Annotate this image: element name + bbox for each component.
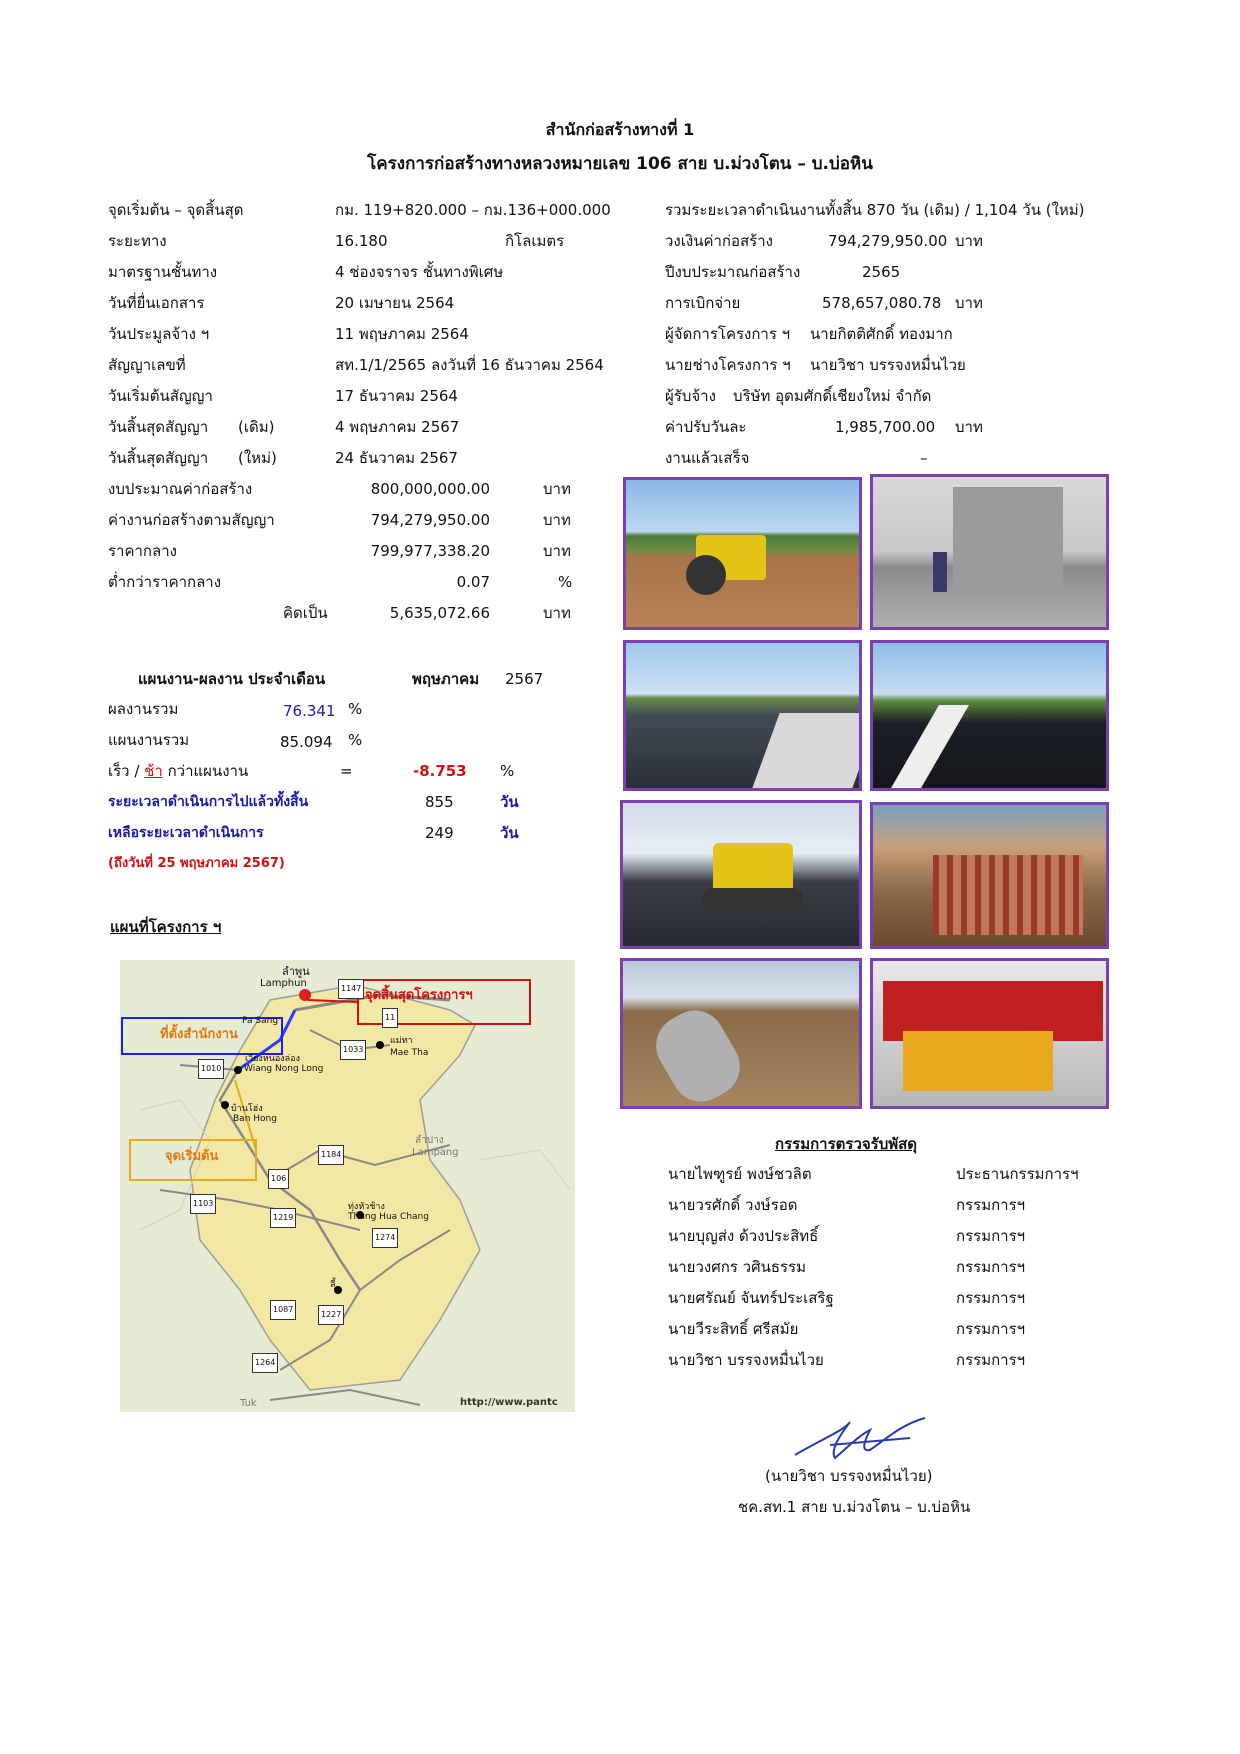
info-label: วันสิ้นสุดสัญญา <box>108 449 209 467</box>
right-info-value: 2565 <box>862 263 901 281</box>
committee-member-name: นายวิชา บรรจงหมื่นไวย <box>668 1351 824 1369</box>
info-unit: กิโลเมตร <box>505 232 565 250</box>
info-label: จุดเริ่มต้น – จุดสิ้นสุด <box>108 201 244 219</box>
map-town-thunghuachang: ทุ่งหัวช้าง <box>348 1202 385 1212</box>
elapsed-label: ระยะเวลาดำเนินการไปแล้วทั้งสิ้น <box>108 794 309 810</box>
progress-month: พฤษภาคม <box>412 670 480 688</box>
info-sub: (ใหม่) <box>238 449 277 467</box>
info-value: กม. 119+820.000 – กม.136+000.000 <box>335 201 611 219</box>
road-shield: 1103 <box>190 1194 216 1214</box>
remain-unit: วัน <box>500 824 519 842</box>
info-label: สัญญาเลขที่ <box>108 356 186 374</box>
photo-survey-equipment <box>870 958 1109 1109</box>
map-town-pasang: Pa Sang <box>242 1016 279 1026</box>
road-shield: 11 <box>382 1008 398 1028</box>
committee-member-role: กรรมการฯ <box>956 1320 1026 1338</box>
photo-asphalt-surface <box>870 640 1109 791</box>
province-shape <box>190 985 480 1390</box>
committee-member-name: นายวงศกร วศินธรรม <box>668 1258 806 1276</box>
committee-member-name: นายไพฑูรย์ พงษ์ชวลิต <box>668 1165 812 1183</box>
info-value: 4 ช่องจราจร ชั้นทางพิเศษ <box>335 263 504 281</box>
plan-value: 85.094 <box>280 733 333 751</box>
map-town-li: ลี้ <box>330 1280 336 1290</box>
money-value: 5,635,072.66 <box>389 604 490 622</box>
actual-unit: % <box>348 700 363 718</box>
money-unit: บาท <box>543 604 571 622</box>
right-info-label: งานแล้วเสร็จ <box>665 449 750 467</box>
money-value: 794,279,950.00 <box>370 511 490 529</box>
map-town-lampang: ลำปาง <box>415 1135 444 1146</box>
committee-member-role: กรรมการฯ <box>956 1258 1026 1276</box>
info-label: วันที่ยื่นเอกสาร <box>108 294 205 312</box>
road-shield: 106 <box>268 1169 289 1189</box>
signature-name: (นายวิชา บรรจงหมื่นไวย) <box>765 1467 933 1485</box>
money-value: 0.07 <box>456 573 490 591</box>
money-value: 800,000,000.00 <box>370 480 490 498</box>
photo-box-culvert <box>870 802 1109 949</box>
road-shield: 1184 <box>318 1145 344 1165</box>
remain-label: เหลือระยะเวลาดำเนินการ <box>108 825 264 841</box>
road-shield: 1033 <box>340 1040 366 1060</box>
map-town-thunghuachang-en: Thung Hua Chang <box>348 1212 429 1222</box>
info-label: วันเริ่มต้นสัญญา <box>108 387 213 405</box>
town-marker <box>376 1041 384 1049</box>
map-town-wiangnonglong-en: Wiang Nong Long <box>244 1064 324 1074</box>
committee-member-role: กรรมการฯ <box>956 1196 1026 1214</box>
road-shield: 1274 <box>372 1228 398 1248</box>
remain-value: 249 <box>425 824 454 842</box>
info-label: วันสิ้นสุดสัญญา <box>108 418 209 436</box>
info-value: 11 พฤษภาคม 2564 <box>335 325 469 343</box>
map-town-banhong: บ้านโฮ่ง <box>231 1104 263 1114</box>
right-info-label: รวมระยะเวลาดำเนินงานทั้งสิ้น 870 วัน (เดิม) / 1,104 วัน (ใหม่) <box>665 201 1085 219</box>
progress-year: 2567 <box>505 670 544 688</box>
photo-truck-dust <box>870 474 1109 630</box>
committee-member-role: กรรมการฯ <box>956 1227 1026 1245</box>
right-info-value: 1,985,700.00 <box>835 418 936 436</box>
map-town-maetha-en: Mae Tha <box>390 1048 429 1058</box>
right-info-label: การเบิกจ่าย <box>665 294 741 312</box>
committee-member-role: กรรมการฯ <box>956 1289 1026 1307</box>
map-end-label: จุดสิ้นสุดโครงการฯ <box>365 988 473 1003</box>
right-info-label: ผู้จัดการโครงการ ฯ <box>665 325 791 343</box>
info-value: สท.1/1/2565 ลงวันที่ 16 ธันวาคม 2564 <box>335 356 604 374</box>
map-heading: แผนที่โครงการ ฯ <box>110 918 222 936</box>
actual-label: ผลงานรวม <box>108 700 179 718</box>
committee-member-role: ประธานกรรมการฯ <box>956 1165 1079 1183</box>
committee-member-name: นายศรัณย์ จันทร์ประเสริฐ <box>668 1289 834 1307</box>
map-office-label: ที่ตั้งสำนักงาน <box>160 1027 238 1042</box>
plan-label: แผนงานรวม <box>108 731 190 749</box>
right-info-value: นายกิตติศักดิ์ ทองมาก <box>810 325 953 343</box>
actual-value: 76.341 <box>283 702 336 720</box>
diff-equals: = <box>340 762 353 780</box>
money-label: ราคากลาง <box>108 542 177 560</box>
info-value: 20 เมษายน 2564 <box>335 294 455 312</box>
photo-tandem-roller <box>620 800 862 949</box>
info-label: วันประมูลจ้าง ฯ <box>108 325 210 343</box>
money-label: ต่ำกว่าราคากลาง <box>108 573 222 591</box>
right-info-label: นายช่างโครงการ ฯ <box>665 356 791 374</box>
right-info-value: 794,279,950.00 <box>828 232 948 250</box>
committee-member-name: นายบุญส่ง ด้วงประสิทธิ์ <box>668 1227 819 1245</box>
right-info-value: 578,657,080.78 <box>822 294 942 312</box>
map-town-tuk: Tuk <box>240 1398 257 1409</box>
elapsed-value: 855 <box>425 793 454 811</box>
info-label: มาตรฐานชั้นทาง <box>108 263 218 281</box>
money-label: งบประมาณค่าก่อสร้าง <box>108 480 253 498</box>
right-info-unit: บาท <box>955 294 983 312</box>
diff-slow: ช้า <box>144 762 163 780</box>
right-info-label: ปีงบประมาณก่อสร้าง <box>665 263 801 281</box>
road-shield: 1147 <box>338 979 364 999</box>
elapsed-unit: วัน <box>500 793 519 811</box>
photo-drainage-pipes <box>620 958 862 1109</box>
right-info-value: – <box>920 449 928 467</box>
right-info-unit: บาท <box>955 418 983 436</box>
signature-image <box>790 1410 930 1470</box>
road-shield: 1227 <box>318 1305 344 1325</box>
money-label: ค่างานก่อสร้างตามสัญญา <box>108 511 275 529</box>
info-sub: (เดิม) <box>238 418 275 436</box>
road-shield: 1087 <box>270 1300 296 1320</box>
money-label: คิดเป็น <box>283 604 328 622</box>
info-value: 24 ธันวาคม 2567 <box>335 449 458 467</box>
info-value: 16.180 <box>335 232 388 250</box>
progress-heading: แผนงาน-ผลงาน ประจำเดือน <box>138 670 326 688</box>
map-town-banhong-en: Ban Hong <box>233 1114 277 1124</box>
diff-unit: % <box>500 762 515 780</box>
committee-member-role: กรรมการฯ <box>956 1351 1026 1369</box>
right-info-unit: บาท <box>955 232 983 250</box>
committee-heading: กรรมการตรวจรับพัสดุ <box>775 1135 918 1153</box>
town-marker <box>221 1101 229 1109</box>
money-value: 799,977,338.20 <box>370 542 490 560</box>
committee-member-name: นายวีระสิทธิ์ ศรีสมัย <box>668 1320 799 1338</box>
map-start-label: จุดเริ่มต้น <box>165 1149 219 1164</box>
map-town-lamphun-en: Lamphun <box>260 978 307 989</box>
photo-roller-compaction <box>623 477 862 630</box>
map-town-lamphun: ลำพูน <box>282 965 310 978</box>
diff-fast: เร็ว / <box>108 762 145 780</box>
signature-position: ชค.สท.1 สาย บ.ม่วงโตน – บ.บ่อหิน <box>738 1498 971 1516</box>
office-marker <box>234 1066 242 1074</box>
money-unit: บาท <box>543 542 571 560</box>
header-line-1: สำนักก่อสร้างทางที่ 1 <box>545 120 695 139</box>
right-info-value: นายวิชา บรรจงหมื่นไวย <box>810 356 966 374</box>
project-map <box>120 960 575 1412</box>
map-town-lampang-en: Lampang <box>412 1147 459 1158</box>
info-value: 17 ธันวาคม 2564 <box>335 387 458 405</box>
plan-unit: % <box>348 731 363 749</box>
right-info-label: วงเงินค่าก่อสร้าง <box>665 232 773 250</box>
money-unit: % <box>558 573 573 591</box>
right-info-label: ผู้รับจ้าง <box>665 387 716 405</box>
committee-member-name: นายวรศักดิ์ วงษ์รอด <box>668 1196 798 1214</box>
right-info-value: บริษัท อุดมศักดิ์เชียงใหม่ จำกัด <box>733 387 932 405</box>
header-line-2: โครงการก่อสร้างทางหลวงหมายเลข 106 สาย บ.ม่วงโตน – บ.บ่อหิน <box>367 154 873 174</box>
diff-label <box>108 762 248 780</box>
road-shield: 1264 <box>252 1353 278 1373</box>
diff-value: -8.753 <box>413 762 467 780</box>
map-town-wiangnonglong: เวียงหนองล่อง <box>245 1054 300 1064</box>
road-shield: 1219 <box>270 1208 296 1228</box>
info-value: 4 พฤษภาคม 2567 <box>335 418 460 436</box>
right-info-label: ค่าปรับวันละ <box>665 418 747 436</box>
highway-1264 <box>270 1390 420 1405</box>
map-watermark: http://www.pantc <box>460 1397 558 1408</box>
road-shield: 1010 <box>198 1059 224 1079</box>
as-of-date: (ถึงวันที่ 25 พฤษภาคม 2567) <box>108 856 285 871</box>
money-unit: บาท <box>543 511 571 529</box>
map-town-maetha: แม่ทา <box>390 1036 413 1046</box>
money-unit: บาท <box>543 480 571 498</box>
diff-rest: กว่าแผนงาน <box>162 762 249 780</box>
photo-prime-coat <box>623 640 862 791</box>
info-label: ระยะทาง <box>108 232 167 250</box>
